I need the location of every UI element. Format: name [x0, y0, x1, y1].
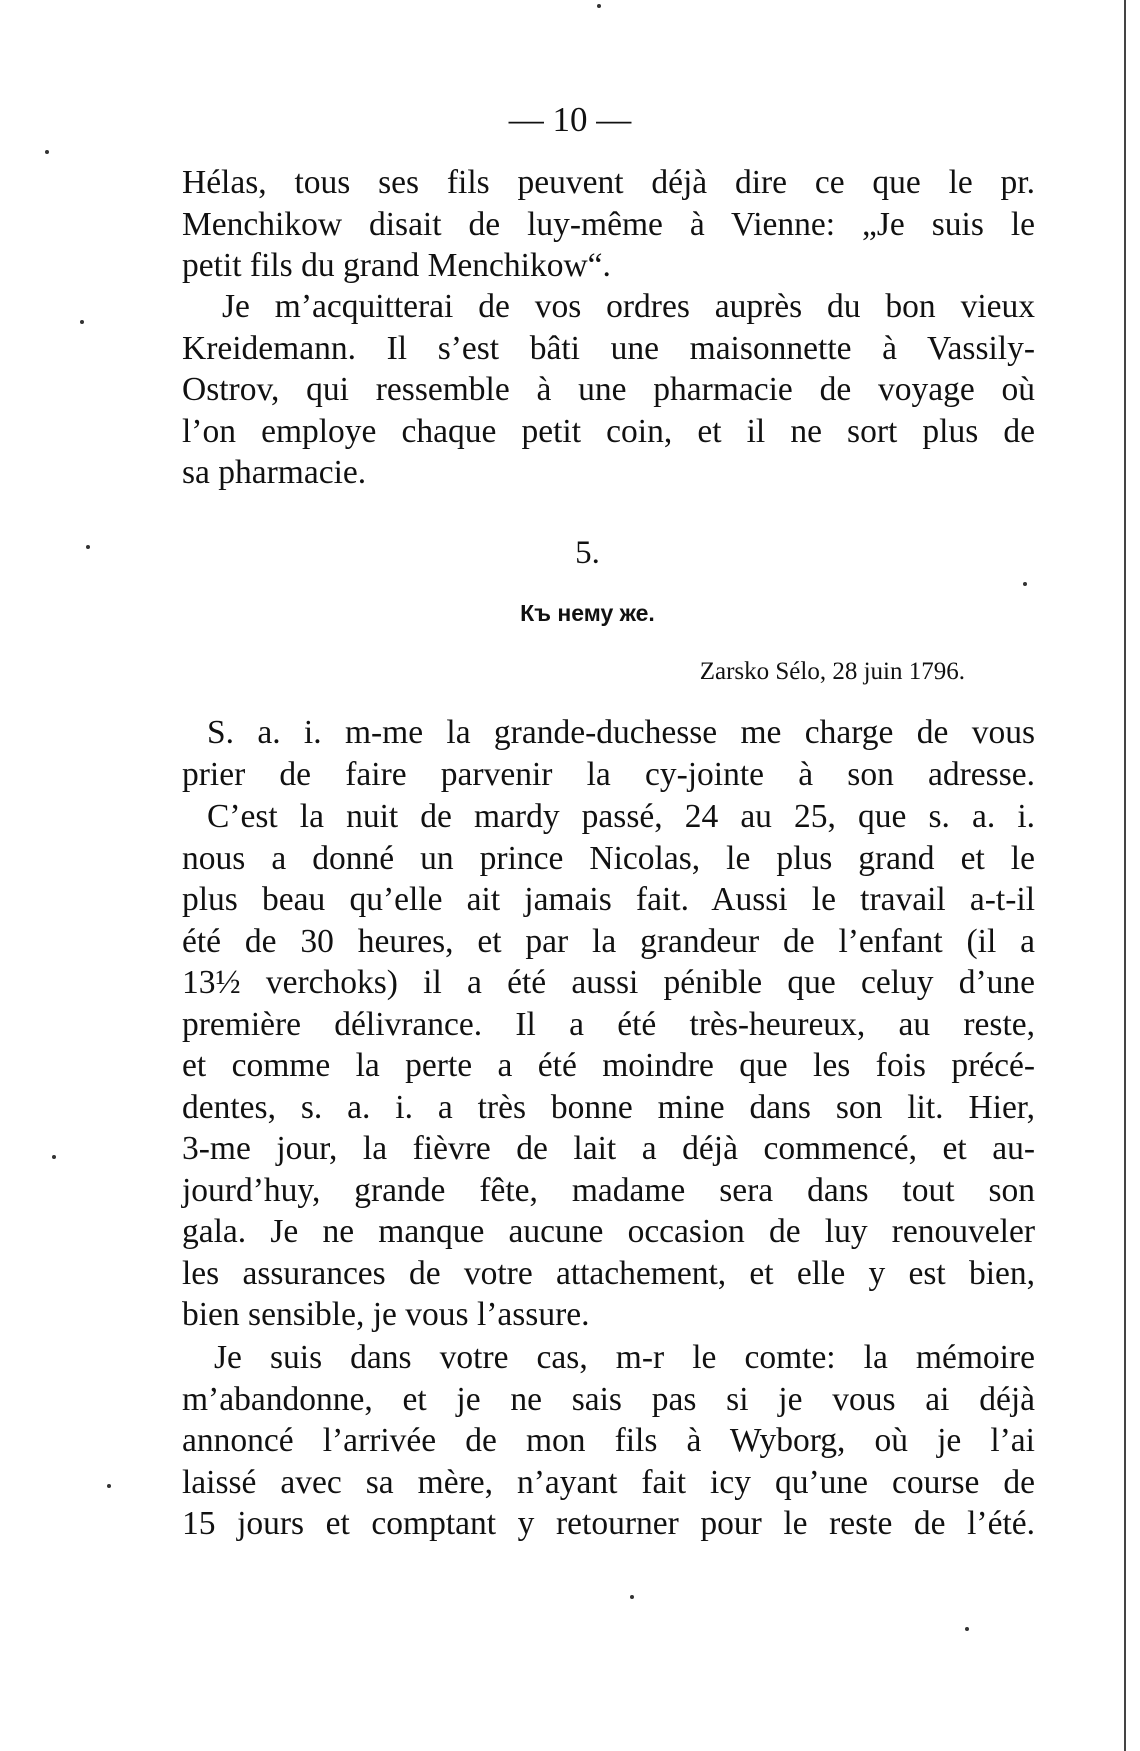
letter-recipient: Къ нему же. [520, 600, 655, 626]
text-line: Kreidemann. Il s’est bâti une maisonnette à Vassily- [182, 329, 1035, 367]
print-speck [52, 1155, 56, 1159]
print-speck [107, 1484, 111, 1488]
page-number: — 10 — [508, 100, 632, 139]
text-line: plus beau qu’elle ait jamais fait. Aussi le travail a-t-il [182, 881, 1035, 918]
paragraph-5 [182, 1337, 1035, 1545]
text-line: 3-me jour, la fièvre de lait a déjà commencé, et au- [182, 1130, 1035, 1167]
page-edge-line [1124, 0, 1126, 1751]
paragraph-3 [182, 712, 1035, 795]
text-line: les assurances de votre attachement, et elle y est bien, [182, 1254, 1035, 1292]
text-line: Je suis dans votre cas, m-r le comte: la mémoire [214, 1339, 1035, 1376]
print-speck [1023, 582, 1027, 586]
text-line: jourd’huy, grande fête, madame sera dans tout son [182, 1171, 1035, 1209]
text-line: dentes, s. a. i. a très bonne mine dans son lit. Hier, [182, 1088, 1035, 1126]
print-speck [965, 1627, 969, 1631]
text-line: gala. Je ne manque aucune occasion de luy renouveler [182, 1213, 1035, 1250]
text-line: Ostrov, qui ressemble à une pharmacie de voyage où [182, 371, 1035, 408]
print-speck [630, 1595, 634, 1599]
text-line: sa pharmacie. [182, 454, 367, 491]
letter-dateline: Zarsko Sélo, 28 juin 1796. [699, 658, 965, 685]
text-line: m’abandonne, et je ne sais pas si je vous ai déjà [182, 1380, 1035, 1418]
paragraph-4 [182, 796, 1035, 1336]
text-line: l’on employe chaque petit coin, et il ne sort plus de [182, 412, 1035, 450]
text-line: S. a. i. m-me la grande-duchesse me charge de vous [207, 714, 1035, 751]
text-line: 15 jours et comptant y retourner pour le reste de l’été. [182, 1505, 1035, 1542]
letter-number: 5. [575, 535, 600, 571]
text-line: laissé avec sa mère, n’ayant fait icy qu’une course de [182, 1463, 1035, 1501]
print-speck [597, 4, 601, 8]
text-line: petit fils du grand Menchikow“. [182, 247, 611, 284]
text-line: annoncé l’arrivée de mon fils à Wyborg, où je l’ai [182, 1422, 1035, 1459]
text-line: bien sensible, je vous l’assure. [182, 1296, 590, 1333]
text-line: nous a donné un prince Nicolas, le plus grand et le [182, 839, 1035, 877]
text-line: et comme la perte a été moindre que les fois précé- [182, 1047, 1035, 1084]
text-line: 13½ verchoks) il a été aussi pénible que celuy d’une [182, 964, 1035, 1001]
paragraph-2 [182, 286, 1035, 494]
text-line: été de 30 heures, et par la grandeur de l’enfant (il a [182, 922, 1035, 960]
text-line: Hélas, tous ses fils peuvent déjà dire ce que le pr. [182, 164, 1035, 201]
print-speck [80, 320, 84, 324]
paragraph-1 [182, 162, 1035, 287]
text-line: première délivrance. Il a été très-heureux, au reste, [182, 1005, 1035, 1043]
text-line: C’est la nuit de mardy passé, 24 au 25, que s. a. i. [207, 798, 1035, 835]
text-line: Je m’acquitterai de vos ordres auprès du bon vieux [222, 288, 1035, 325]
text-line: prier de faire parvenir la cy-jointe à son adresse. [182, 755, 1035, 793]
text-line: Menchikow disait de luy-même à Vienne: „Je suis le [182, 205, 1035, 243]
print-speck [45, 150, 49, 154]
